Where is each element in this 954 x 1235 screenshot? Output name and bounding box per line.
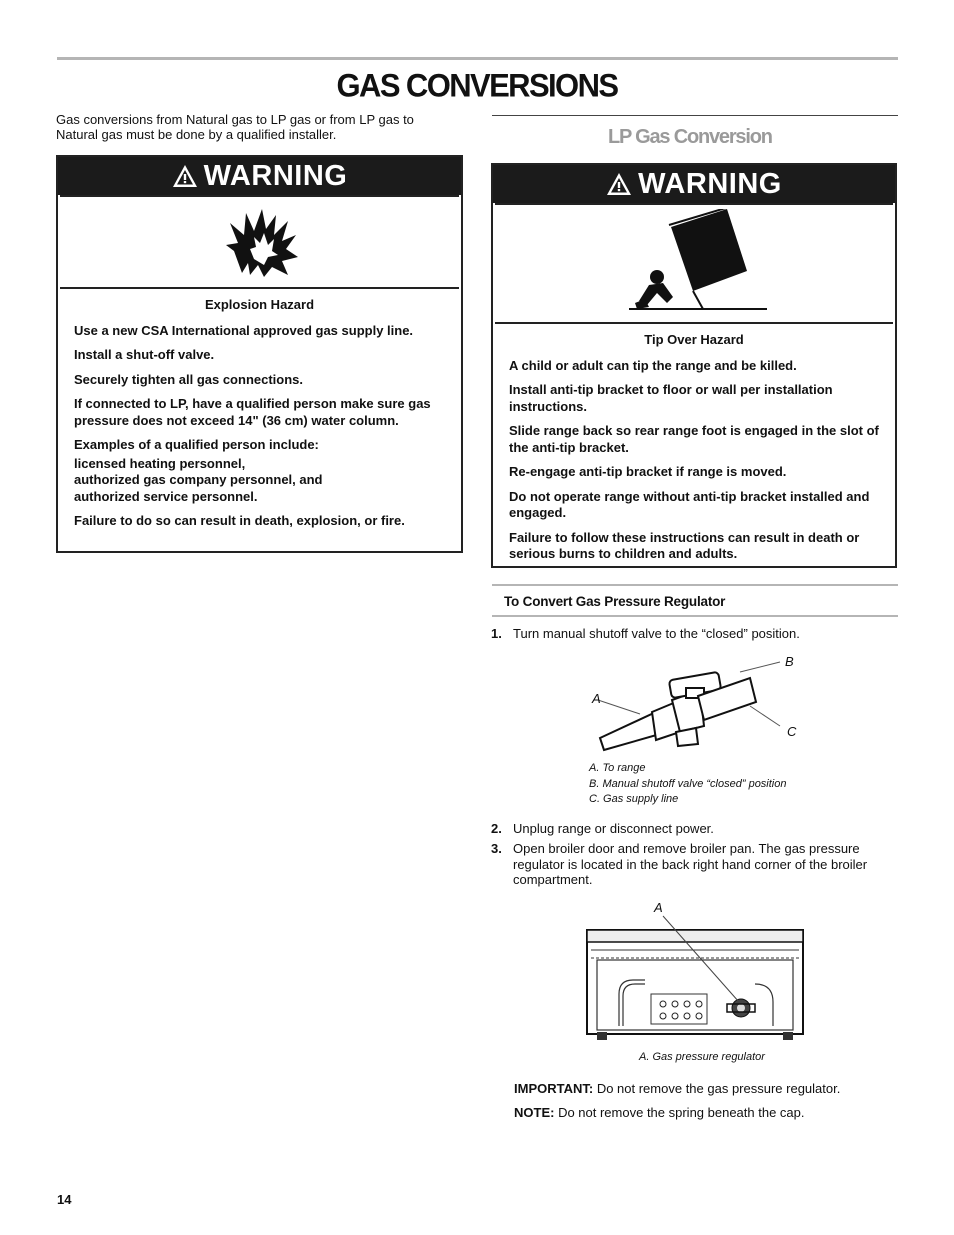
warning-line: Examples of a qualified person include: bbox=[74, 437, 319, 452]
step-text: Turn manual shutoff valve to the “closed” position. bbox=[513, 626, 800, 641]
explosion-icon bbox=[224, 205, 304, 281]
section-rule bbox=[492, 115, 898, 116]
warning-line: Slide range back so rear range foot is engaged in the slot of the anti-tip bracket. bbox=[509, 423, 879, 455]
step-item bbox=[491, 841, 897, 889]
figure-caption bbox=[589, 761, 787, 808]
shutoff-valve-illustration bbox=[580, 652, 820, 752]
warning-body bbox=[58, 289, 461, 530]
intro-text: Gas conversions from Natural gas to LP gas or from LP gas to Natural gas must be done by a qualified installer. bbox=[56, 112, 414, 142]
caption-line: A. To range bbox=[589, 762, 646, 774]
figure-caption: A. Gas pressure regulator bbox=[639, 1051, 765, 1063]
warning-final: Failure to do so can result in death, explosion, or fire. bbox=[74, 513, 405, 528]
warning-header bbox=[493, 165, 895, 203]
warning-line: Do not operate range without anti-tip bracket installed and engaged. bbox=[509, 488, 870, 520]
warning-body bbox=[493, 324, 895, 563]
warning-line: Use a new CSA International approved gas supply line. bbox=[74, 322, 414, 338]
warning-triangle-icon bbox=[172, 164, 198, 188]
example-item: authorized gas company personnel, and bbox=[74, 472, 323, 487]
page-number: 14 bbox=[57, 1192, 72, 1207]
warning-line: Re-engage anti-tip bracket if range is moved. bbox=[509, 464, 787, 479]
step-item bbox=[491, 821, 897, 837]
step-number: 3. bbox=[491, 841, 502, 856]
note-label: NOTE: bbox=[514, 1105, 555, 1120]
caption-line: C. Gas supply line bbox=[589, 793, 679, 805]
hazard-picture bbox=[495, 203, 893, 324]
warning-label: WARNING bbox=[638, 167, 782, 200]
warning-line: Install a shut-off valve. bbox=[74, 347, 215, 362]
step-number: 1. bbox=[491, 626, 502, 641]
warning-box-explosion bbox=[56, 155, 463, 553]
fig-label-a: A bbox=[592, 691, 601, 706]
fig-label-a: A bbox=[654, 900, 663, 915]
hazard-picture bbox=[60, 195, 459, 289]
warning-label: WARNING bbox=[203, 159, 348, 192]
hazard-title: Tip Over Hazard bbox=[644, 332, 744, 347]
step-text: Unplug range or disconnect power. bbox=[513, 821, 714, 836]
warning-box-tip-over bbox=[491, 163, 897, 568]
important-text: Do not remove the gas pressure regulator. bbox=[593, 1081, 841, 1096]
warning-line: Failure to follow these instructions can result in death or serious burns to children and adults. bbox=[509, 529, 860, 561]
warning-triangle-icon bbox=[606, 172, 632, 196]
hazard-title: Explosion Hazard bbox=[204, 297, 315, 312]
warning-line: A child or adult can tip the range and be killed. bbox=[509, 357, 797, 373]
warning-header bbox=[58, 157, 461, 195]
important-note bbox=[514, 1081, 840, 1096]
warning-line: Securely tighten all gas connections. bbox=[74, 371, 304, 387]
spring-note bbox=[514, 1105, 805, 1120]
top-rule bbox=[57, 57, 898, 60]
broiler-illustration bbox=[583, 898, 807, 1044]
note-text: Do not remove the spring beneath the cap. bbox=[554, 1105, 805, 1120]
important-label: IMPORTANT: bbox=[514, 1081, 594, 1096]
step-text: Open broiler door and remove broiler pan. The gas pressure regulator is located in the back right hand corner of the broiler compartment. bbox=[513, 841, 868, 887]
tip-over-icon bbox=[619, 209, 779, 319]
fig-label-b: B bbox=[785, 654, 794, 669]
step-number: 2. bbox=[491, 821, 502, 836]
shutoff-valve-figure bbox=[580, 652, 820, 752]
broiler-figure bbox=[583, 898, 807, 1044]
example-item: licensed heating personnel, bbox=[74, 455, 246, 471]
procedure-header bbox=[492, 584, 898, 617]
warning-line: Install anti-tip bracket to floor or wall per installation instructions. bbox=[509, 382, 833, 414]
warning-line: If connected to LP, have a qualified person make sure gas pressure does not exceed 14" (36 cm) water column. bbox=[74, 396, 431, 428]
caption-line: B. Manual shutoff valve “closed” position bbox=[589, 777, 787, 790]
example-item: authorized service personnel. bbox=[74, 488, 258, 504]
step-item bbox=[491, 626, 897, 642]
page-title: GAS CONVERSIONS bbox=[336, 67, 618, 104]
procedure-title: To Convert Gas Pressure Regulator bbox=[504, 594, 726, 609]
fig-label-c: C bbox=[787, 724, 797, 739]
lp-section-title: LP Gas Conversion bbox=[608, 126, 772, 148]
